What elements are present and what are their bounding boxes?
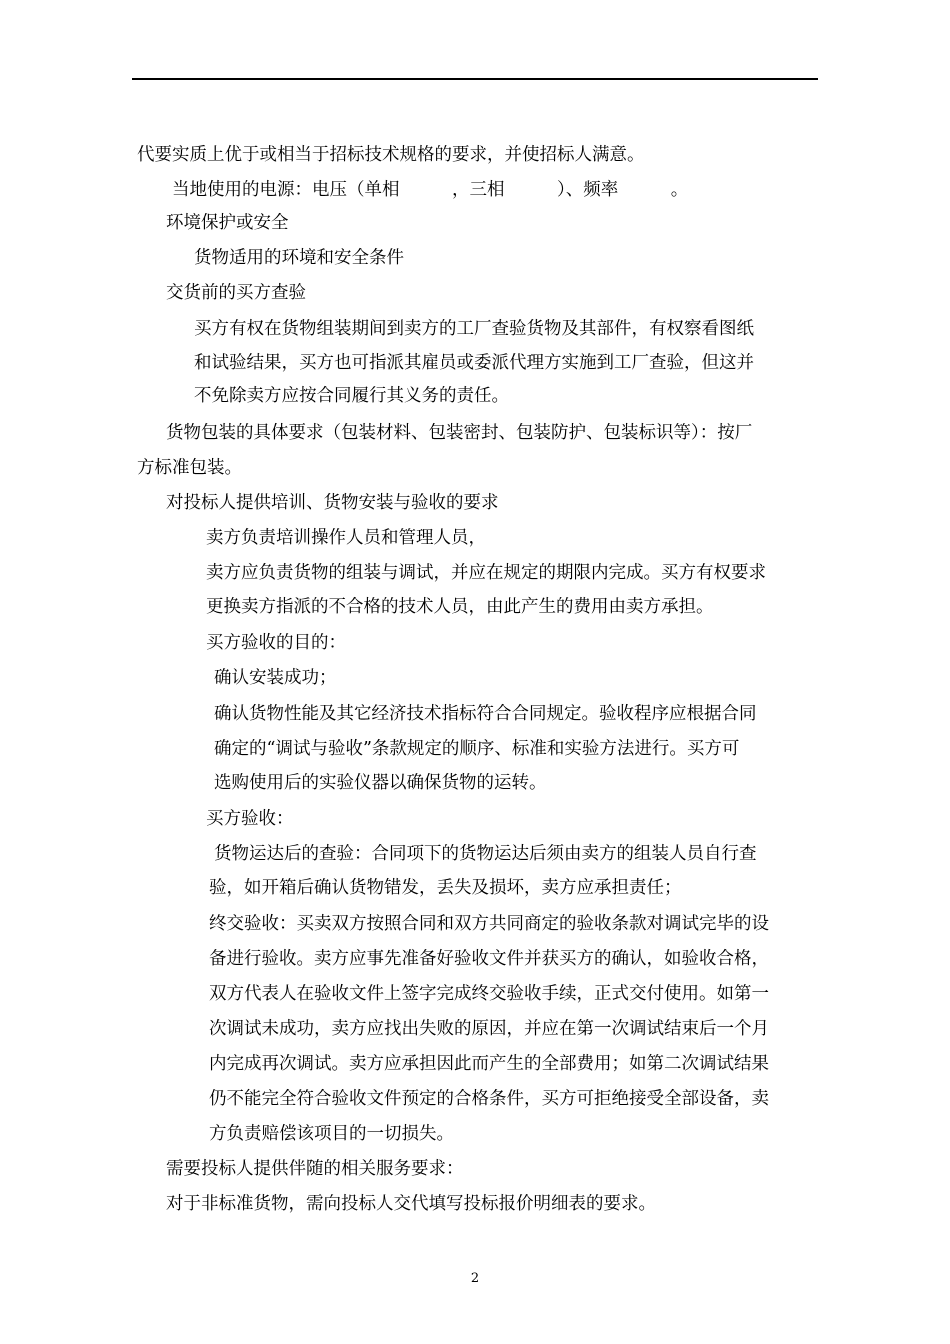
text-line: 当地使用的电源：电压（单相 ，三相 ）、频率 。 [172,180,689,200]
text-line: 终交验收：买卖双方按照合同和双方共同商定的验收条款对调试完毕的设 [209,914,769,934]
text-line: 卖方负责培训操作人员和管理人员， [206,528,486,548]
text-line: 卖方应负责货物的组装与调试，并应在规定的期限内完成。买方有权要求 [206,563,766,583]
text-line: 货物适用的环境和安全条件 [194,248,404,268]
text-line: 内完成再次调试。卖方应承担因此而产生的全部费用；如第二次调试结果 [209,1054,769,1074]
text-line: 买方有权在货物组装期间到卖方的工厂查验货物及其部件，有权察看图纸 [194,319,754,339]
text-line: 选购使用后的实验仪器以确保货物的运转。 [214,773,547,793]
text-line: 方负责赔偿该项目的一切损失。 [209,1124,454,1144]
text-line: 和试验结果，买方也可指派其雇员或委派代理方实施到工厂查验，但这并 [194,353,754,373]
text-line: 更换卖方指派的不合格的技术人员，由此产生的费用由卖方承担。 [206,597,714,617]
text-line: 对于非标准货物，需向投标人交代填写投标报价明细表的要求。 [166,1194,656,1214]
text-line: 方标准包装。 [137,458,242,478]
text-line: 买方验收的目的： [206,633,346,653]
text-line: 货物运达后的查验：合同项下的货物运达后须由卖方的组装人员自行查 [214,844,757,864]
header-rule [132,78,818,80]
text-line: 确认安装成功； [214,668,337,688]
text-line: 确认货物性能及其它经济技术指标符合合同规定。验收程序应根据合同 [214,704,757,724]
text-line: 对投标人提供培训、货物安装与验收的要求 [166,493,499,513]
text-line: 不免除卖方应按合同履行其义务的责任。 [194,386,509,406]
text-line: 货物包装的具体要求（包装材料、包装密封、包装防护、包装标识等）：按厂 [166,423,753,443]
text-line: 双方代表人在验收文件上签字完成终交验收手续，正式交付使用。如第一 [209,984,769,1004]
text-line: 环境保护或安全 [166,213,289,233]
text-line: 备进行验收。卖方应事先准备好验收文件并获买方的确认，如验收合格， [209,949,769,969]
text-line: 验，如开箱后确认货物错发，丢失及损坏，卖方应承担责任； [209,878,682,898]
text-line: 确定的“调试与验收”条款规定的顺序、标准和实验方法进行。买方可 [214,739,740,759]
text-line: 买方验收： [206,809,294,829]
text-line: 代要实质上优于或相当于招标技术规格的要求，并使招标人满意。 [137,145,645,165]
text-line: 仍不能完全符合验收文件预定的合格条件，买方可拒绝接受全部设备，卖 [209,1089,769,1109]
text-line: 次调试未成功，卖方应找出失败的原因，并应在第一次调试结束后一个月 [209,1019,769,1039]
page-number: 2 [470,1271,480,1286]
text-line: 需要投标人提供伴随的相关服务要求： [166,1159,464,1179]
text-line: 交货前的买方查验 [166,283,306,303]
